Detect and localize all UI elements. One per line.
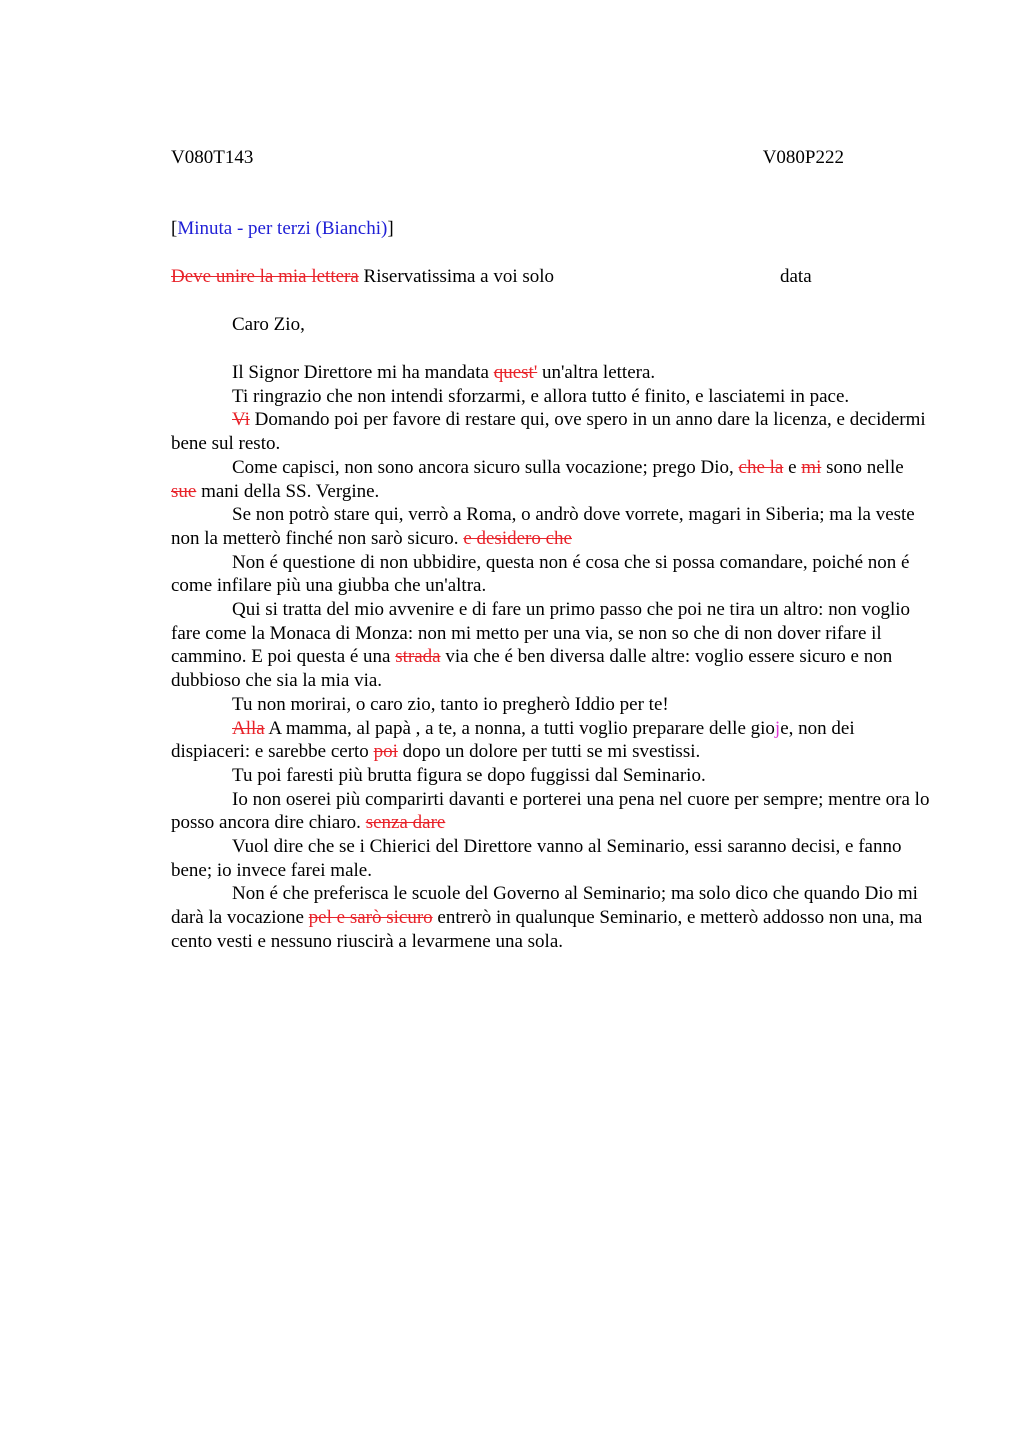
deleted-text: sue — [171, 480, 197, 502]
left-code: V080T143 — [171, 147, 254, 168]
text-run: Io non oserei più comparirti davanti e porterei una pena nel cuore per sempre; mentre ora lo posso ancora dire chiaro. — [171, 788, 930, 834]
title-bracket-close: ] — [387, 218, 394, 239]
paragraph — [171, 882, 931, 953]
text-run: Il Signor Direttore mi ha mandata — [232, 362, 494, 383]
title-bracket-open: [ — [171, 218, 178, 239]
paragraph — [171, 385, 931, 409]
text-run: e, non dei dispiaceri: e sarebbe certo — [171, 717, 855, 763]
paragraph — [171, 835, 931, 882]
deleted-text: che la — [738, 456, 784, 478]
deleted-text: Alla — [232, 717, 265, 739]
title-label: Minuta - per terzi (Bianchi) — [177, 218, 388, 239]
deleted-text: quest' — [493, 362, 538, 383]
date-placeholder: data — [780, 266, 812, 287]
text-run: Vuol dire che se i Chierici del Direttore vanno al Seminario, essi saranno decisi, e fanno bene; io invece farei male. — [171, 836, 902, 881]
text-run: e — [783, 456, 802, 478]
text-run: entrerò in qualunque Seminario, e metterò addosso non una, ma cento vesti e nessuno riuscirà a levarmene una sola. — [171, 907, 923, 952]
paragraph — [171, 693, 931, 717]
salutation: Caro Zio, — [232, 314, 305, 335]
paragraph — [171, 456, 931, 503]
text-run: Qui si tratta del mio avvenire e di fare un primo passo che poi ne tira un altro: non voglio fare come la Monaca di Monza: non mi metto per una via, se non so che di non dover rifare il cammino. E poi questa é una — [171, 599, 911, 668]
deleted-text: poi — [373, 741, 398, 763]
text-run: Tu poi faresti più brutta figura se dopo fuggissi dal Seminario. — [232, 764, 706, 786]
text-run: via che é ben diversa dalle altre: voglio essere sicuro e non dubbioso che sia la mia via. — [171, 646, 893, 692]
text-run: Come capisci, non sono ancora sicuro sulla vocazione; prego Dio, — [232, 456, 739, 478]
paragraph — [171, 408, 931, 455]
paragraph — [171, 764, 931, 788]
paragraph — [171, 788, 931, 835]
deleted-text: pel e sarò sicuro — [308, 907, 433, 929]
corrected-letter: j — [774, 717, 781, 739]
text-run: Se non potrò stare qui, verrò a Roma, o andrò dove vorrete, magari in Siberia; ma la veste non la metterò finché non sarò sicuro. — [171, 504, 915, 549]
subject-line — [171, 265, 931, 289]
text-run: sono nelle — [821, 456, 904, 478]
text-run: Ti ringrazio che non intendi sforzarmi, e allora tutto é finito, e lasciatemi in pace. — [232, 385, 850, 407]
paragraph — [171, 551, 931, 598]
text-run: Tu non morirai, o caro zio, tanto io pregherò Iddio per te! — [232, 693, 669, 715]
text-run: Domando poi per favore di restare qui, ove spero in un anno dare la licenza, e decidermi bene sul resto. — [171, 409, 926, 455]
right-code: V080P222 — [762, 147, 844, 168]
text-run: Non é questione di non ubbidire, questa non é cosa che si possa comandare, poiché non é come infilare più una giubba che un'altra. — [171, 551, 910, 597]
text-run: dopo un dolore per tutti se mi svestissi. — [397, 741, 701, 763]
text-run: Non é che preferisca le scuole del Governo al Seminario; ma solo dico che quando Dio mi darà la vocazione — [171, 883, 918, 929]
subject-text: Riservatissima a voi solo — [358, 266, 555, 287]
text-run: un'altra lettera. — [537, 362, 656, 383]
paragraph — [171, 717, 931, 764]
document-title — [171, 217, 394, 241]
text-run: mani della SS. Vergine. — [196, 480, 380, 502]
paragraph — [171, 598, 931, 693]
deleted-text: strada — [395, 646, 441, 668]
deleted-text: Vi — [232, 409, 250, 431]
paragraph — [171, 361, 931, 385]
letter-body — [171, 361, 931, 954]
deleted-text: senza dare — [365, 812, 446, 834]
deleted-text: mi — [801, 456, 822, 478]
deleted-text: e desidero che — [463, 527, 572, 549]
deleted-text: Deve unire la mia lettera — [171, 266, 359, 287]
text-run: A mamma, al papà , a te, a nonna, a tutti voglio preparare delle gio — [264, 717, 775, 739]
paragraph — [171, 503, 931, 550]
document-header — [171, 146, 844, 170]
